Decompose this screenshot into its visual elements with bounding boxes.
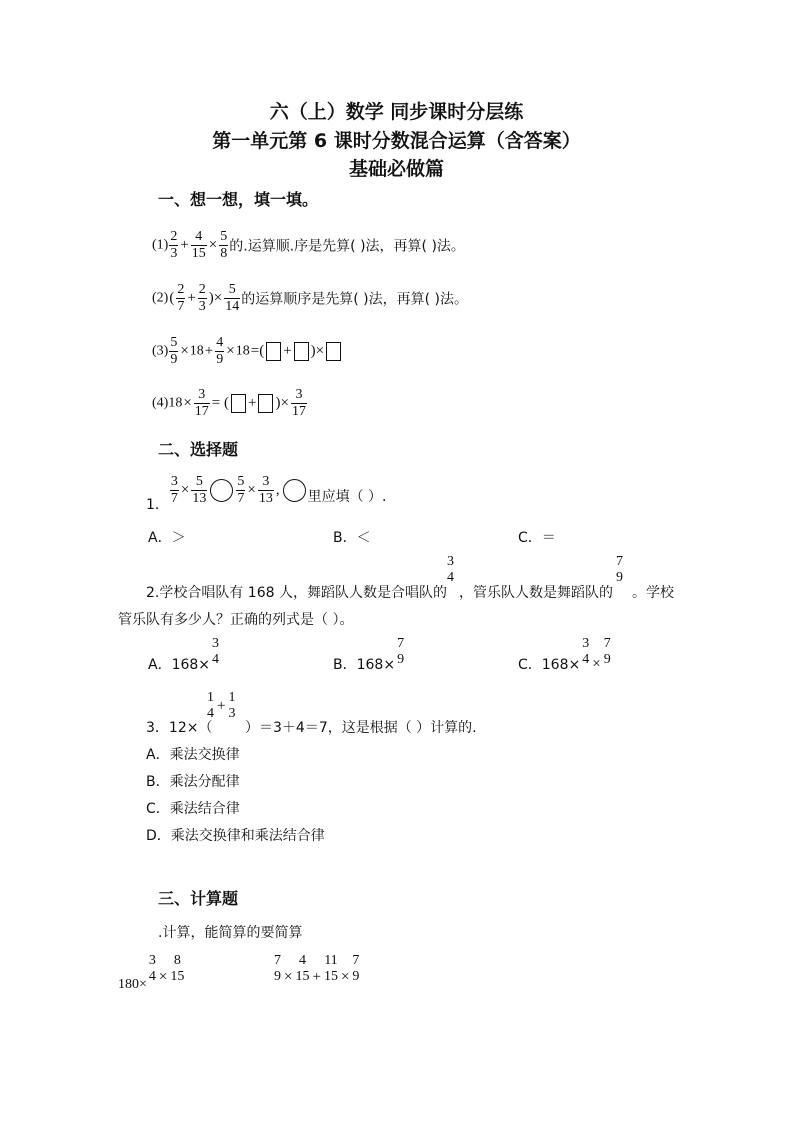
answer-box[interactable] — [266, 342, 281, 361]
s2-q3-option-b[interactable]: B．乘法分配律 — [146, 774, 240, 790]
s1-question-2: (2)( $\frac{2}{7}$ + $\frac{2}{3}$ )× $\frac{5}{14}$ 的运算顺序是先算( )法，再算( )法。 — [152, 282, 469, 314]
compare-circle[interactable] — [210, 479, 233, 502]
s2-q3-text-a: 3．12×（ — [146, 720, 213, 736]
s2-q3-option-d[interactable]: D．乘法交换律和乘法结合律 — [146, 828, 325, 844]
doc-title-line1: 六（上）数学 同步课时分层练 — [269, 101, 524, 123]
s2-q2-option-a[interactable]: A．168× 3 4 — [148, 636, 220, 673]
section3-instruction: .计算，能简算的要简算 — [158, 925, 303, 941]
s3-expression-2: 7 9 × 4 15 + 11 15 × 7 9 — [274, 953, 360, 985]
s2-q1-option-b[interactable]: B．＜ — [333, 530, 371, 546]
doc-title-line3: 基础必做篇 — [348, 158, 444, 180]
s2-q2-text-c: 。学校 — [632, 585, 674, 601]
s2-q1-option-c[interactable]: C．＝ — [518, 530, 556, 546]
s2-q2-fraction-3-4: 3 4 — [447, 554, 454, 585]
s1-question-4: (4)18× $\frac{3}{17}$ = ( + )× $\frac{3}{17}$ — [152, 387, 306, 419]
s2-q3-text-b: ）＝3＋4＝7，这是根据（ ）计算的. — [245, 720, 477, 736]
s2-q2-text-a: 2.学校合唱队有 168 人，舞蹈队人数是合唱队的 — [146, 585, 447, 601]
s2-q3-fractions: 1 4 + 1 3 — [207, 690, 236, 721]
section2-heading: 二、选择题 — [158, 440, 239, 459]
s2-q1-option-a[interactable]: A．＞ — [148, 530, 186, 546]
s2-q2-text-b: ，管乐队人数是舞蹈队的 — [459, 585, 613, 601]
doc-title-line2: 第一单元第 6 课时分数混合运算（含答案） — [212, 130, 581, 152]
s1-question-3: (3) $\frac{5}{9}$ ×18+ $\frac{4}{9}$ ×18=( + )× — [152, 335, 342, 368]
s1-question-1: (1) $\frac{2}{3}$ + $\frac{4}{15}$ × $\frac{5}{8}$ 的.运算顺.序是先算( )法，再算( )法。 — [152, 229, 465, 261]
answer-box[interactable] — [326, 342, 341, 361]
compare-circle[interactable] — [283, 479, 306, 502]
section3-heading: 三、计算题 — [158, 889, 239, 908]
s2-question-1: 1． $\frac{3}{7}$ × $\frac{5}{13}$ $\frac{5}{7}$ × $\frac{3}{13}$ , 里应填（ ）. — [146, 474, 387, 513]
answer-box[interactable] — [258, 394, 273, 413]
answer-box[interactable] — [294, 342, 309, 361]
s2-q2-text-d: 管乐队有多少人？正确的列式是（ ）。 — [118, 612, 354, 628]
s3-expression-1: 180× 3 4 × 8 15 — [118, 953, 185, 992]
s2-q2-option-c[interactable]: C．168× 3 4 × 7 9 — [518, 636, 611, 673]
section1-heading: 一、想一想，填一填。 — [158, 190, 319, 209]
s2-q2-option-b[interactable]: B．168× 7 9 — [333, 636, 405, 673]
answer-box[interactable] — [231, 394, 246, 413]
s2-q3-option-a[interactable]: A．乘法交换律 — [146, 747, 240, 763]
s2-q3-option-c[interactable]: C．乘法结合律 — [146, 801, 240, 817]
s2-q2-fraction-7-9: 7 9 — [616, 554, 623, 585]
